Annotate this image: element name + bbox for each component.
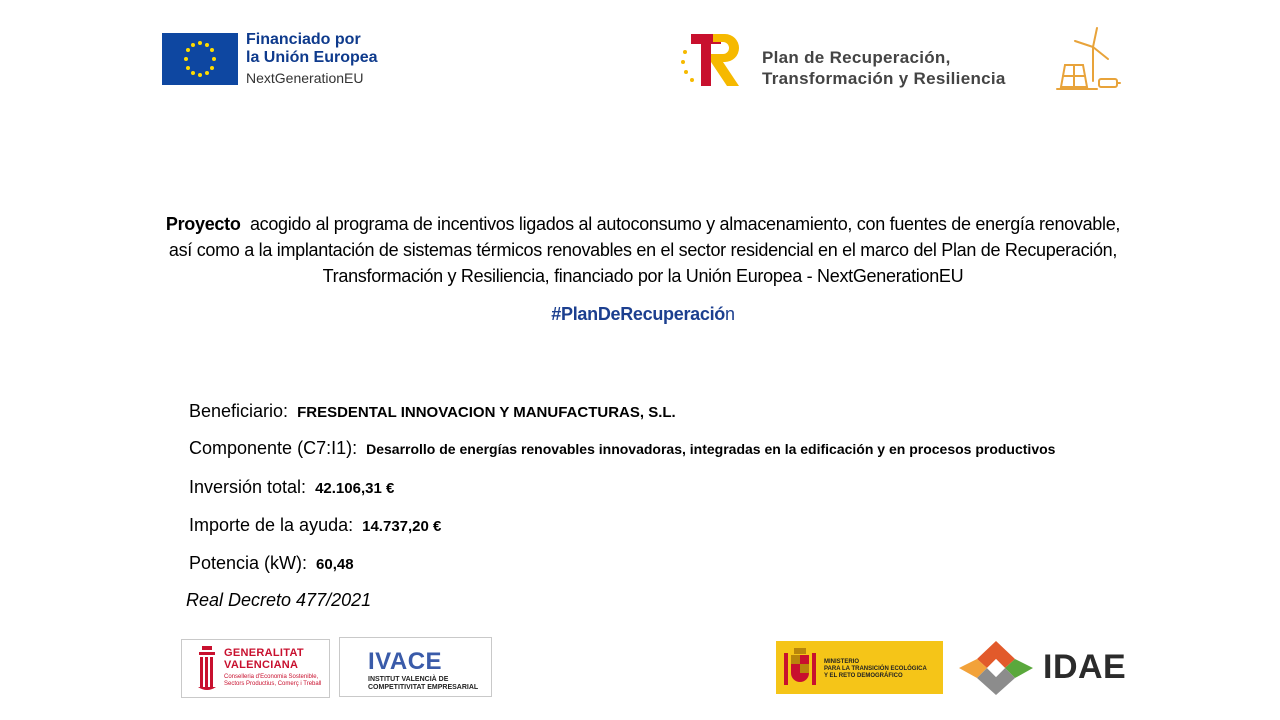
gva-line-2: VALENCIANA (224, 659, 299, 671)
idae-emblem-icon (957, 639, 1035, 697)
ministerio-text (824, 659, 927, 680)
ministerio-logo (776, 641, 943, 694)
ivace-logo (339, 637, 492, 697)
prtr-text (762, 47, 1006, 89)
ministerio-line-2: PARA LA TRANSICIÓN ECOLÓGICA (824, 666, 927, 672)
eu-line-3: NextGenerationEU (246, 70, 364, 86)
beneficiario-value: FRESDENTAL INNOVACION Y MANUFACTURAS, S.L. (297, 404, 676, 421)
potencia-label: Potencia (kW): (189, 553, 308, 573)
ivace-word: IVACE (368, 648, 443, 675)
gva-subtitle: Conselleria d'Economia Sostenible, Sectors Productius, Comerç i Treball (224, 674, 322, 687)
componente-value: Desarrollo de energías renovables innovadoras, integradas en la edificación y en procesos productivos (366, 441, 1056, 457)
importe-label: Importe de la ayuda: (189, 515, 354, 535)
eu-flag-logo (162, 33, 238, 85)
potencia-row (189, 553, 354, 574)
wind-solar-icon (1053, 25, 1123, 93)
inversion-row (189, 477, 394, 498)
project-description (160, 211, 1126, 289)
ministerio-line-1: MINISTERIO (824, 659, 860, 665)
real-decreto: Real Decreto 477/2021 (186, 590, 372, 610)
prtr-line-2: Transformación y Resiliencia (762, 69, 1006, 88)
hashtag-tail: n (724, 304, 735, 324)
beneficiario-row (189, 401, 676, 422)
ministerio-line-3: Y EL RETO DEMOGRÁFICO (824, 673, 903, 679)
idae-word: IDAE (1043, 648, 1127, 686)
importe-row (189, 515, 441, 536)
eu-funding-text (246, 31, 378, 87)
hashtag-main: #PlanDeRecuperació (551, 304, 725, 324)
renewable-energy-icon (1053, 25, 1123, 93)
gva-emblem-icon (196, 646, 218, 690)
ivace-subtitle (368, 676, 478, 692)
project-text: acogido al programa de incentivos ligados al autoconsumo y almacenamiento, con fuentes de energía renovable, así como a la implantación de sistemas térmicos renovables en el sector residencial en el marco del Plan de Recuperación, Transformación y Resiliencia, financiado por la Unión Europea - NextGenerationEU (168, 214, 1121, 286)
generalitat-valenciana-logo (181, 639, 330, 698)
eu-line-2: la Unión Europea (246, 49, 378, 66)
prtr-logo-mark (677, 30, 747, 88)
eu-line-1: Financiado por (246, 31, 361, 48)
project-lead: Proyecto (165, 214, 241, 234)
importe-value: 14.737,20 € (362, 518, 442, 535)
ivace-sub-1: INSTITUT VALENCIÀ DE (368, 676, 449, 683)
prtr-line-1: Plan de Recuperación, (762, 48, 951, 67)
hashtag (160, 304, 1126, 325)
beneficiario-label: Beneficiario: (189, 401, 289, 421)
idae-logo-mark (957, 639, 1035, 697)
inversion-label: Inversión total: (189, 477, 307, 497)
potencia-value: 60,48 (316, 556, 354, 573)
gva-text (224, 647, 328, 688)
componente-row (189, 438, 1055, 459)
inversion-value: 42.106,31 € (315, 480, 395, 497)
prtr-tr-icon (677, 30, 747, 88)
spain-coat-of-arms-icon (782, 647, 818, 689)
ivace-sub-2: COMPETITIVITAT EMPRESARIAL (368, 684, 479, 691)
eu-stars-icon (162, 33, 238, 85)
componente-label: Componente (C7:I1): (189, 438, 358, 458)
gva-line-1: GENERALITAT (224, 647, 304, 659)
